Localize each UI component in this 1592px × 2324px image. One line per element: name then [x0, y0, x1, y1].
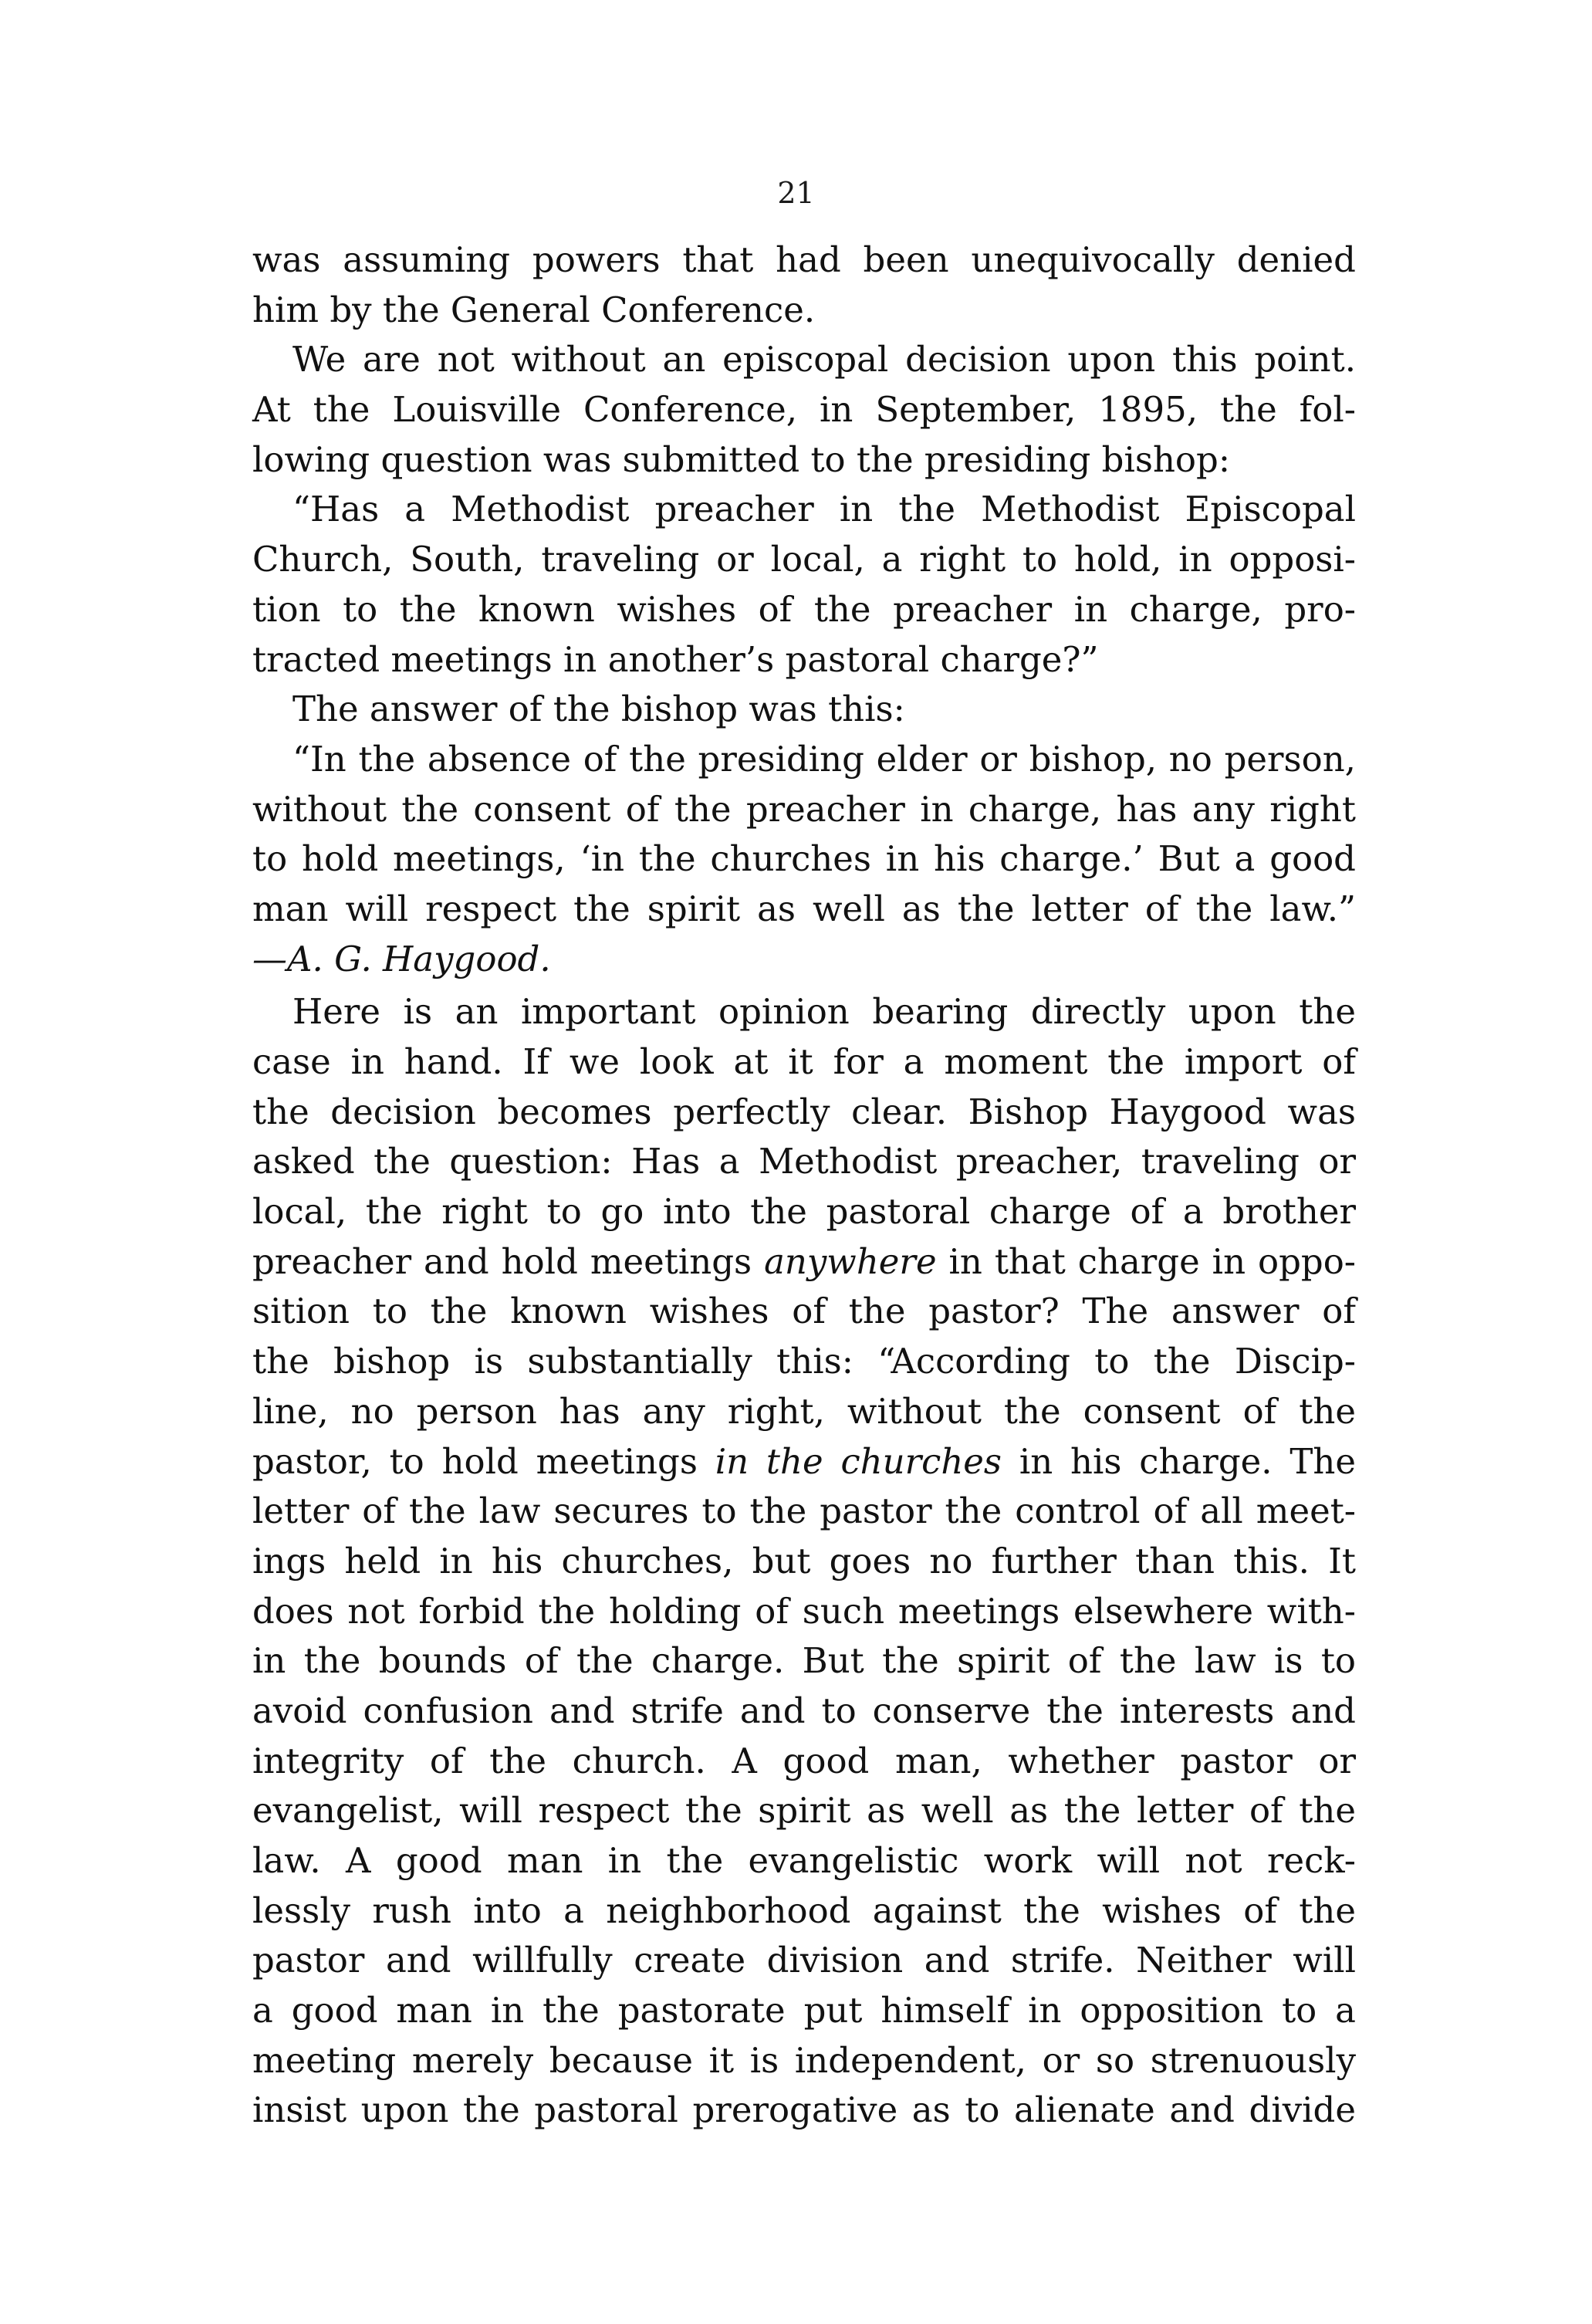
text-segment: in his charge. The	[1002, 1440, 1357, 1482]
text-line: a good man in the pastorate put himself in opposition to a	[252, 1990, 1356, 2031]
text-line: was assuming powers that had been unequivocally denied	[252, 239, 1356, 280]
text-line: At the Louisville Conference, in September, 1895, the fol-	[252, 389, 1356, 431]
text-segment: preacher and hold meetings	[252, 1240, 765, 1282]
text-line: The answer of the bishop was this:	[292, 688, 905, 730]
text-line: ings held in his churches, but goes no further than this. It	[252, 1540, 1356, 1581]
text-line: evangelist, will respect the spirit as well as the letter of the	[252, 1790, 1356, 1832]
text-line: does not forbid the holding of such meetings elsewhere with-	[252, 1590, 1356, 1632]
text-line: pastor and willfully create division and strife. Neither will	[252, 1940, 1356, 1981]
body-text	[252, 235, 1356, 2136]
text-line: lessly rush into a neighborhood against the wishes of the	[252, 1889, 1356, 1931]
attribution: —A. G. Haygood.	[252, 938, 551, 979]
quotation-line: “In the absence of the presiding elder or bishop, no person,	[292, 738, 1356, 780]
attribution-line	[252, 935, 1356, 985]
quotation-line: Church, South, traveling or local, a right to hold, in opposi-	[252, 539, 1356, 580]
text-line: lowing question was submitted to the presiding bishop:	[252, 438, 1230, 480]
text-line: local, the right to go into the pastoral charge of a brother	[252, 1191, 1356, 1233]
text-line: case in hand. If we look at it for a moment the import of	[252, 1041, 1356, 1082]
paragraph-start-line: Here is an important opinion bearing directly upon the	[292, 991, 1356, 1033]
text-line: integrity of the church. A good man, whether pastor or	[252, 1740, 1356, 1781]
text-line: avoid confusion and strife and to conserve the interests and	[252, 1690, 1356, 1731]
quotation-line: man will respect the spirit as well as the letter of the law.”	[252, 888, 1356, 929]
emphasis-text: in the churches	[715, 1440, 1002, 1482]
text-segment: in that charge in oppo-	[936, 1240, 1356, 1282]
text-segment: pastor, to hold meetings	[252, 1440, 715, 1482]
text-line: the bishop is substantially this: “According to the Discip-	[252, 1341, 1356, 1382]
emphasis-text: anywhere	[764, 1240, 937, 1282]
text-line: letter of the law secures to the pastor the control of all meet-	[252, 1490, 1356, 1532]
text-line: line, no person has any right, without the consent of the	[252, 1390, 1356, 1432]
text-line: insist upon the pastoral prerogative as to alienate and divide	[252, 2089, 1356, 2131]
text-line: meeting merely because it is independent, or so strenuously	[252, 2039, 1356, 2081]
quotation-line: tion to the known wishes of the preacher in charge, pro-	[252, 588, 1356, 630]
text-line: asked the question: Has a Methodist preacher, traveling or	[252, 1141, 1356, 1182]
quotation-line: tracted meetings in another’s pastoral charge?”	[252, 638, 1099, 680]
text-line: sition to the known wishes of the pastor? The answer of	[252, 1291, 1356, 1332]
quotation-line: “Has a Methodist preacher in the Methodist Episcopal	[292, 489, 1356, 530]
text-line: law. A good man in the evangelistic work will not reck-	[252, 1840, 1356, 1881]
text-line	[252, 1437, 1356, 1487]
text-line: the decision becomes perfectly clear. Bishop Haygood was	[252, 1091, 1356, 1132]
text-line: him by the General Conference.	[252, 289, 816, 330]
text-line	[252, 1237, 1356, 1287]
quotation-line: to hold meetings, ‘in the churches in his charge.’ But a good	[252, 838, 1356, 880]
quotation-line: without the consent of the preacher in charge, has any right	[252, 788, 1356, 830]
paragraph-start-line: We are not without an episcopal decision upon this point.	[292, 339, 1356, 381]
text-line: in the bounds of the charge. But the spirit of the law is to	[252, 1640, 1356, 1682]
page-number: 21	[777, 176, 815, 210]
